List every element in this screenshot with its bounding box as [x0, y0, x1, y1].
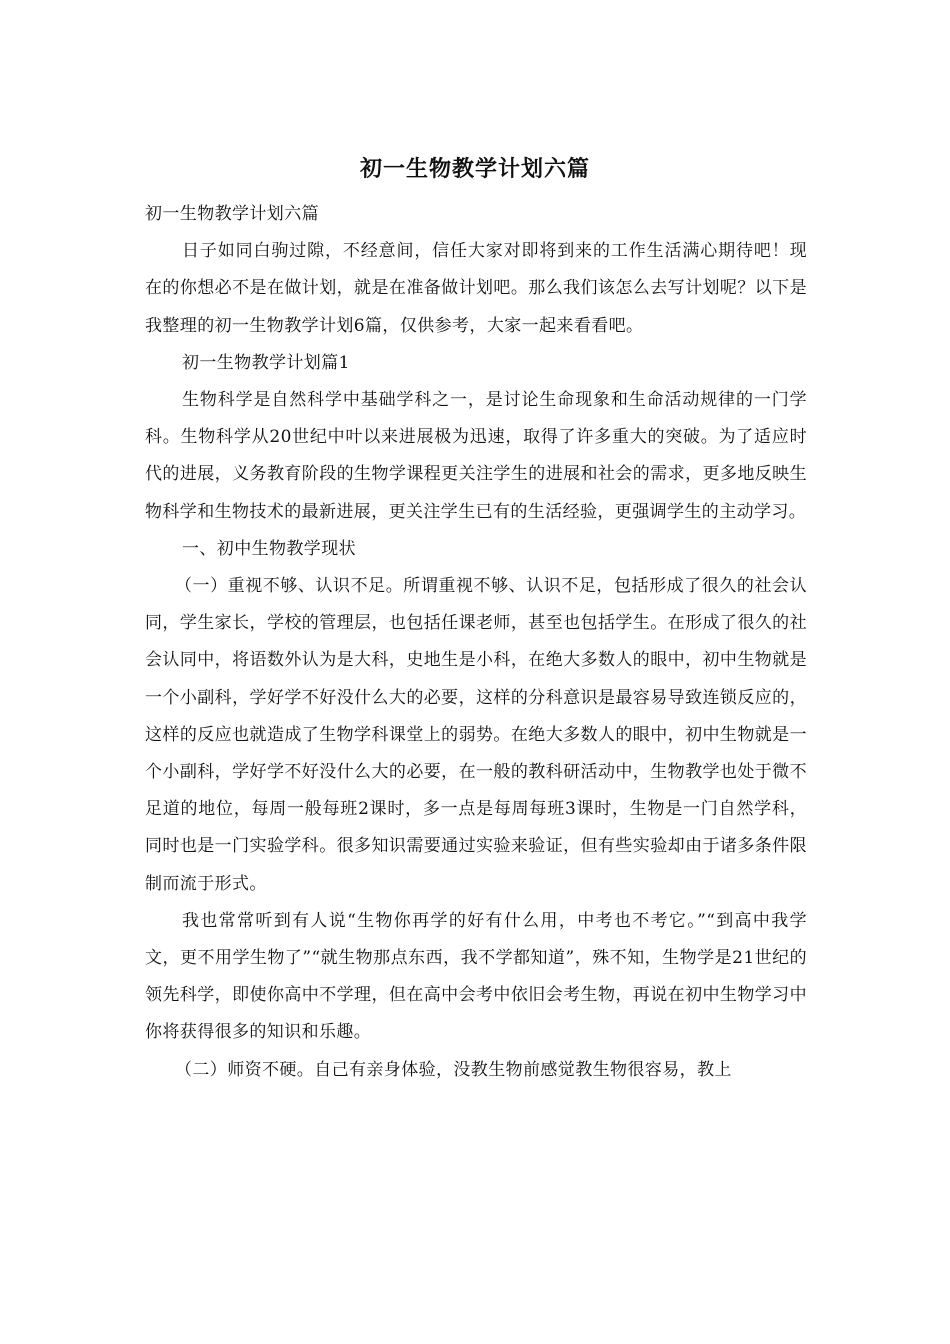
paragraph-teaching-staff: （二）师资不硬。自己有亲身体验，没教生物前感觉教生物很容易，教上 [175, 1059, 732, 1080]
paragraph-subtitle: 初一生物教学计划六篇 [145, 204, 319, 224]
section-heading-status: 一、初中生物教学现状 [182, 538, 356, 559]
document-title: 初一生物教学计划六篇 [359, 157, 590, 182]
paragraph-insufficient-attention: （一）重视不够、认识不足。所谓重视不够、认识不足，包括形成了很久的社会认同，学生家长，学校的管理层，也包括任课老师，甚至也包括学生。在形成了很久的社会认同中，将语数外认为是大科，史地生是小科，在绝大多数人的眼中，初中生物就是一个小副科，学好学不好没什么大的必要，这样的分科意识是最容易导致连锁反应的，这样的反应也就造成了生物学科课堂上的弱势。在绝大多数人的眼中，初中生物就是一个小副科，学好学不好没什么大的必要，在一般的教科研活动中，生物教学也处于微不足道的地位，每周一般每班2课时，多一点是每周每班3课时，生物是一门自然学科，同时也是一门实验学科。很多知识需要通过实验来验证，但有些实验却由于诸多条件限制而流于形式。 [145, 576, 807, 894]
paragraph-biology-science: 生物科学是自然科学中基础学科之一，是讨论生命现象和生命活动规律的一门学科。生物科学从20世纪中叶以来进展极为迅速，取得了许多重大的突破。为了适应时代的进展，义务教育阶段的生物学课程更关注学生的进展和社会的需求，更多地反映生物科学和生物技术的最新进展，更关注学生已有的生活经验，更强调学生的主动学习。 [145, 390, 807, 522]
document-body [145, 196, 807, 1089]
section-heading-plan-1: 初一生物教学计划篇1 [182, 352, 350, 373]
paragraph-common-remarks: 我也常常听到有人说“生物你再学的好有什么用，中考也不考它。”“到高中我学文，更不用学生物了”“就生物那点东西，我不学都知道”，殊不知，生物学是21世纪的领先科学，即使你高中不学理，但在高中会考中依旧会考生物，再说在初中生物学习中你将获得很多的知识和乐趣。 [145, 910, 807, 1043]
paragraph-intro: 日子如同白驹过隙，不经意间，信任大家对即将到来的工作生活满心期待吧！现在的你想必不是在做计划，就是在准备做计划吧。那么我们该怎么去写计划呢？以下是我整理的初一生物教学计划6篇，仅供参考，大家一起来看看吧。 [145, 241, 807, 336]
